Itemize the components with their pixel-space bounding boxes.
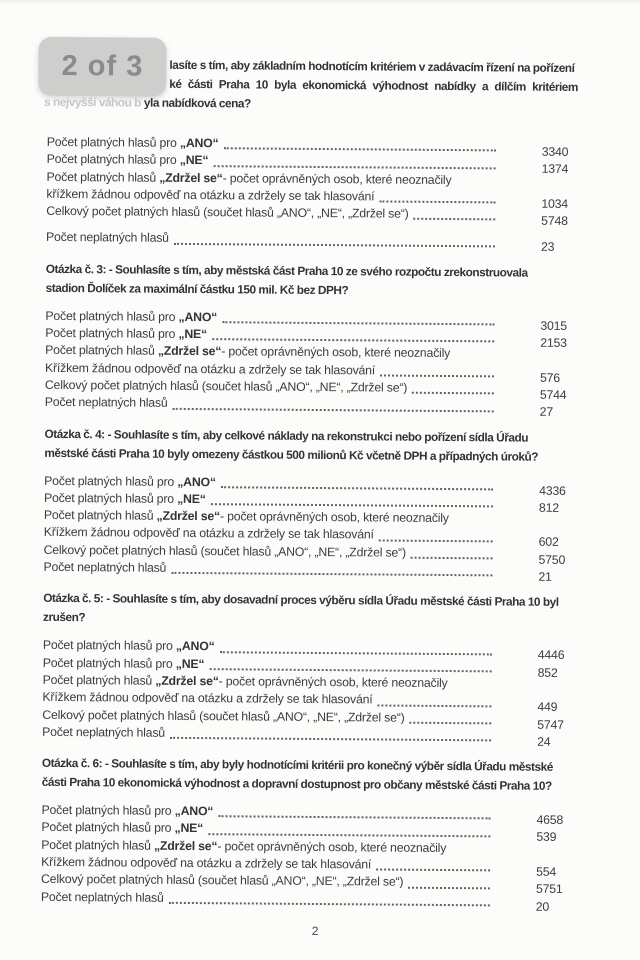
question-heading-line: Otázka č. 5: - Souhlasíte s tím, aby dosavadní proces výběru sídla Úřadu městské části Praha 10 byl — [43, 591, 559, 610]
row-label-text: - počet oprávněných osob, které neoznačily — [222, 170, 452, 187]
results-table-q2 — [46, 134, 596, 255]
dotted-leader — [379, 539, 493, 542]
row-value: 1374 — [541, 162, 569, 177]
row-label — [41, 819, 203, 838]
row-invalid — [42, 724, 591, 749]
row-label-text: Počet neplatných hlasů — [40, 889, 164, 905]
question-heading-line — [44, 93, 596, 116]
dotted-leader — [408, 886, 490, 889]
dotted-leader — [376, 869, 490, 872]
dotted-leader — [169, 902, 490, 907]
row-label-text: Počet platných hlasů pro — [46, 134, 180, 150]
dotted-leader — [413, 218, 495, 221]
row-value: 4446 — [537, 648, 565, 663]
page-number: 2 — [311, 923, 319, 938]
row-value: 23 — [540, 240, 555, 255]
dotted-leader — [211, 503, 493, 507]
row-label-term: „NE“ — [175, 656, 205, 671]
question-heading-line: městské části Praha 10 byly omezeny částkou 500 milionů Kč včetně DPH a případných úroků? — [44, 445, 539, 464]
row-label — [43, 637, 215, 656]
question-heading-line: lasíte s tím, aby základním hodnotícím kritériem v zadávacím řízení na pořízení — [169, 57, 575, 75]
row-value: 3340 — [541, 144, 569, 159]
row-label-text: - počet oprávněných osob, které neoznačily — [221, 344, 451, 361]
row-label-text: Počet platných hlasů — [41, 837, 155, 853]
dotted-leader — [172, 407, 493, 412]
row-label-text: - počet oprávněných osob, které neoznačily — [217, 838, 447, 855]
row-label-text: Počet platných hlasů — [46, 169, 160, 185]
row-label-text: Počet platných hlasů pro — [46, 152, 180, 168]
question-heading — [44, 424, 593, 466]
row-value: 554 — [536, 864, 557, 879]
row-invalid — [44, 394, 594, 420]
row-label — [41, 802, 213, 821]
results-table-q5 — [42, 637, 592, 749]
dotted-leader — [223, 148, 495, 152]
row-label-term: „NE“ — [179, 153, 209, 168]
row-label-term: „ANO“ — [174, 804, 214, 819]
row-value: 812 — [538, 500, 559, 515]
row-value: 5747 — [537, 717, 564, 732]
question-heading-line: Otázka č. 4: - Souhlasíte s tím, aby celkové náklady na rekonstrukci nebo pořízení sídla Úřadu — [44, 426, 529, 445]
row-value: 21 — [538, 569, 552, 584]
results-table-q3 — [44, 308, 595, 420]
row-label-text: Počet platných hlasů — [45, 343, 158, 359]
dotted-leader — [174, 243, 495, 248]
dotted-leader — [380, 374, 494, 377]
question-heading — [42, 754, 591, 796]
row-label-term: „Zdržel se“ — [159, 170, 223, 185]
row-invalid — [43, 559, 592, 584]
row-label-text: Počet neplatných hlasů — [46, 230, 169, 246]
row-value: 576 — [539, 370, 560, 385]
row-label-text: Celkový počet platných hlasů (součet hlasů „ANO“, „NE“, „Zdržel se“) — [40, 872, 404, 889]
question-heading-line: zrušen? — [43, 610, 86, 625]
row-value: 3015 — [540, 318, 568, 333]
row-label — [43, 654, 205, 673]
question-block-q6 — [40, 754, 591, 914]
question-heading-line: Otázka č. 6: - Souhlasíte s tím, aby byly hodnotícími kritérii pro konečný výběr sídla Úřadu městské — [41, 755, 553, 774]
row-invalid — [46, 229, 595, 255]
dotted-leader — [218, 816, 490, 820]
row-value: 24 — [537, 734, 551, 749]
dotted-leader — [410, 722, 492, 725]
row-label-term: „NE“ — [174, 821, 204, 836]
dotted-leader — [171, 572, 492, 577]
question-heading-text: yla nabídková cena? — [143, 95, 251, 111]
row-total-valid — [46, 203, 595, 229]
row-label-text: Počet platných hlasů pro — [42, 638, 177, 654]
row-label-text: Počet platných hlasů pro — [44, 473, 178, 489]
dotted-leader — [412, 392, 494, 395]
row-label-text: křížkem žádnou odpověď na otázku a zdržely se tak hlasování — [46, 186, 375, 204]
row-label-text: Celkový počet platných hlasů (součet hlasů „ANO“, „NE“, „Zdržel se“) — [44, 377, 408, 395]
row-label-term: „Zdržel se“ — [157, 344, 222, 359]
row-value: 602 — [538, 535, 559, 550]
row-label — [47, 151, 209, 170]
row-label-term: „Zdržel se“ — [153, 838, 218, 853]
row-label-term: „ANO“ — [179, 135, 219, 151]
row-label — [45, 308, 217, 327]
row-label-text: Počet platných hlasů pro — [42, 655, 176, 671]
row-label-text: Křížkem žádnou odpověď na otázku a zdržely se tak hlasování — [43, 525, 374, 542]
dotted-leader — [222, 321, 494, 325]
row-value: 852 — [537, 665, 558, 680]
row-label-text: Počet neplatných hlasů — [42, 724, 166, 740]
page-indicator-badge — [38, 37, 166, 97]
page-indicator-label: 2 of 3 — [61, 49, 144, 83]
row-label-text: Počet neplatných hlasů — [44, 395, 168, 411]
row-label-text: - počet oprávněných osob, které neoznačily — [218, 674, 448, 690]
row-label-term: „ANO“ — [175, 639, 215, 654]
question-heading — [46, 260, 595, 302]
question-heading-line: části Praha 10 ekonomická výhodnost a dopravní dostupnost pro občany městské části Praha 10? — [41, 774, 552, 793]
row-label-text: Počet neplatných hlasů — [43, 559, 167, 575]
faint-obscured-text: s nejvyšší váhou b — [44, 94, 141, 110]
row-value: 27 — [539, 405, 554, 420]
row-value: 5750 — [538, 552, 566, 567]
row-label-term: „Zdržel se“ — [156, 508, 221, 524]
row-label-text: Křížkem žádnou odpověď na otázku a zdržely se tak hlasování — [42, 690, 373, 707]
row-value: 2153 — [540, 335, 567, 351]
row-value: 5744 — [539, 387, 567, 402]
row-label — [45, 325, 207, 344]
row-label-term: „NE“ — [177, 491, 206, 506]
row-label-text: Počet platných hlasů pro — [41, 820, 175, 836]
row-label-text: - počet oprávněných osob, které neoznačily — [219, 509, 449, 526]
question-2-heading — [44, 49, 596, 116]
row-value: 5751 — [535, 882, 563, 897]
dotted-leader — [411, 557, 493, 560]
question-heading — [43, 589, 592, 631]
row-label — [44, 472, 216, 491]
row-label-text: Počet platných hlasů pro — [45, 308, 179, 324]
row-label-term: „ANO“ — [178, 309, 218, 324]
row-label-text: Celkový počet platných hlasů (součet hlasů „ANO“, „NE“, „Zdržel se“) — [42, 707, 405, 725]
row-value: 5748 — [541, 213, 568, 229]
row-value: 539 — [536, 830, 557, 845]
row-label-text: Počet platných hlasů — [43, 508, 157, 523]
row-label — [44, 490, 206, 509]
row-label-text: Počet platných hlasů pro — [45, 325, 179, 341]
question-block-q3 — [44, 260, 595, 420]
dotted-leader — [213, 165, 495, 169]
question-heading-line: ké části Praha 10 byla ekonomická výhodnost nabídky a dílčím kritériem — [169, 76, 579, 95]
question-heading-line: Otázka č. 3: - Souhlasíte s tím, aby městská část Praha 10 ze svého rozpočtu zrekonstruovala — [45, 261, 528, 280]
row-label — [47, 134, 219, 153]
question-block-q4 — [43, 424, 593, 584]
row-label-text: Počet platných hlasů pro — [41, 802, 175, 819]
row-value: 20 — [535, 899, 550, 914]
row-label-text: Křížkem žádnou odpověď na otázku a zdržely se tak hlasování — [44, 360, 376, 378]
row-label-term: „NE“ — [178, 326, 208, 342]
dotted-leader — [379, 201, 495, 204]
row-label-text: Počet platných hlasů — [42, 672, 156, 688]
results-table-q6 — [40, 802, 591, 914]
row-label-text: Celkový počet platných hlasů (součet hlasů „ANO“, „NE“, „Zdržel se“) — [46, 204, 409, 221]
row-label-text: Křížkem žádnou odpověď na otázku a zdržely se tak hlasování — [41, 854, 372, 872]
dotted-leader — [209, 668, 491, 672]
row-value: 449 — [537, 699, 558, 715]
results-table-q4 — [43, 472, 593, 584]
dotted-leader — [377, 704, 491, 707]
row-value: 4658 — [536, 812, 564, 828]
dotted-leader — [208, 833, 490, 837]
dotted-leader — [170, 737, 491, 742]
dotted-leader — [220, 651, 492, 655]
row-label-term: „ANO“ — [177, 474, 216, 489]
dotted-leader — [212, 339, 494, 343]
row-label-text: Počet platných hlasů pro — [43, 490, 178, 506]
row-invalid — [40, 888, 590, 914]
row-label-term: „Zdržel se“ — [155, 673, 219, 689]
question-heading-line: stadion Ďolíček za maximální částku 150 mil. Kč bez DPH? — [45, 280, 349, 298]
row-value: 4336 — [539, 483, 566, 498]
question-block-q5 — [42, 589, 592, 749]
row-label-text: Celkový počet platných hlasů (součet hlasů „ANO“, „NE“, „Zdržel se“) — [43, 542, 406, 560]
dotted-leader — [221, 486, 493, 490]
row-value: 1034 — [541, 196, 568, 211]
